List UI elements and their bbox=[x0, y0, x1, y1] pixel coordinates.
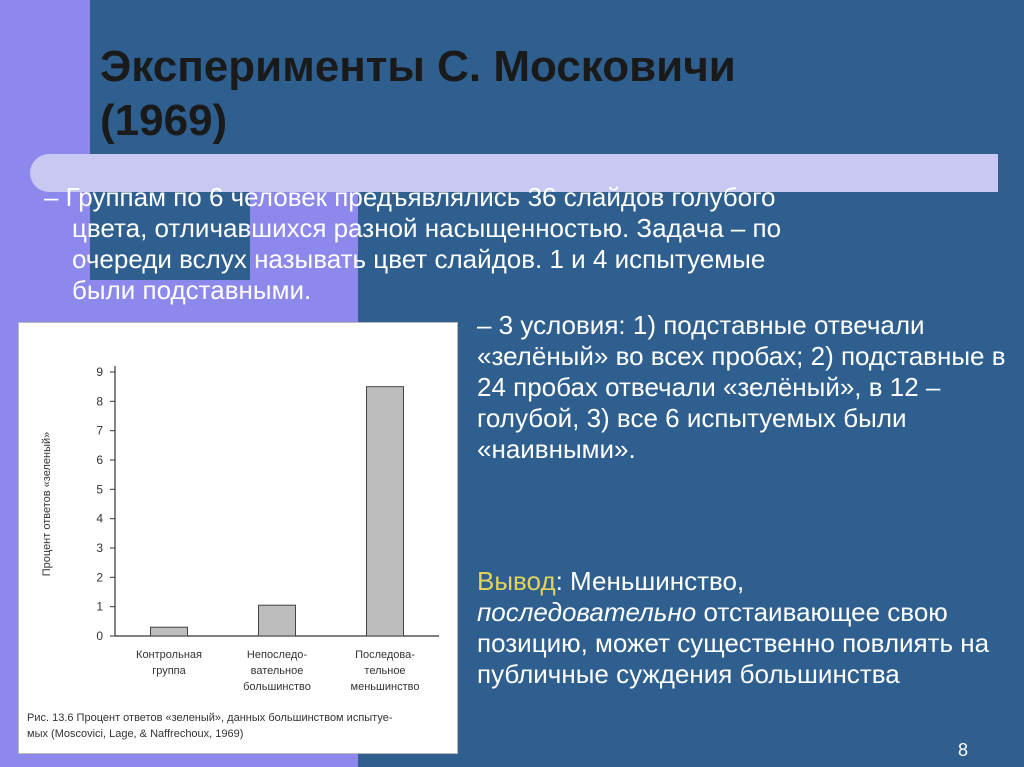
y-tick-label: 5 bbox=[96, 482, 103, 497]
y-axis-label: Процент ответов «зеленый» bbox=[41, 431, 53, 577]
y-tick-label: 6 bbox=[96, 453, 103, 467]
bullet1-line-4: были подставными. bbox=[72, 275, 312, 305]
figure-chart bbox=[18, 322, 458, 754]
x-category-label: Контрольная bbox=[136, 649, 202, 661]
bullet1-line-3: очереди вслух называть цвет слайдов. 1 и 4 испытуемые bbox=[72, 244, 766, 274]
bar bbox=[367, 387, 404, 636]
y-tick-label: 7 bbox=[96, 423, 103, 438]
figure-caption-line-1: Рис. 13.6 Процент ответов «зеленый», данных большинством испытуе- bbox=[27, 712, 393, 724]
bullet1-line-1: – Группам по 6 человек предъявлялись 36 слайдов голубого bbox=[44, 182, 776, 212]
title-line-1: Эксперименты С. Московичи bbox=[100, 42, 736, 91]
y-tick-label: 3 bbox=[96, 541, 103, 555]
x-category-label: меньшинство bbox=[350, 681, 420, 693]
bullet-conditions: – 3 условия: 1) подставные отвечали «зелёный» во всех пробах; 2) подставные в 24 пробах отвечали «зелёный», в 12 – голубой, 3) все 6 испытуемых были «наивными». bbox=[477, 310, 1006, 464]
conclusion-italic: последовательно bbox=[477, 597, 697, 627]
conclusion-colon: : Меньшинство, bbox=[555, 566, 745, 596]
x-category-label: Непоследо- bbox=[246, 649, 308, 661]
conclusion-label: Вывод bbox=[477, 566, 556, 596]
y-tick-label: 0 bbox=[96, 629, 103, 643]
title-line-2: (1969) bbox=[100, 96, 228, 145]
x-category-label: группа bbox=[152, 665, 186, 677]
x-category-label: вательное bbox=[250, 665, 304, 677]
y-tick-label: 1 bbox=[96, 599, 103, 614]
x-category-label: Последова- bbox=[355, 649, 415, 661]
bullet-procedure bbox=[44, 182, 994, 306]
bar-chart bbox=[19, 323, 457, 753]
y-tick-label: 9 bbox=[96, 365, 103, 379]
y-tick-label: 8 bbox=[96, 394, 103, 409]
page-number: 8 bbox=[957, 740, 968, 760]
conclusion bbox=[477, 566, 1017, 690]
slide-title bbox=[100, 40, 980, 148]
x-category-label: большинство bbox=[243, 681, 311, 693]
conclusion-rest: отстаивающее свою позицию, может существенно повлиять на публичные суждения большинства bbox=[477, 597, 990, 689]
y-tick-label: 4 bbox=[96, 511, 103, 526]
y-tick-label: 2 bbox=[96, 570, 103, 585]
bar bbox=[259, 605, 296, 636]
bar bbox=[151, 627, 188, 636]
x-category-label: тельное bbox=[364, 665, 406, 677]
bullet1-line-2: цвета, отличавшихся разной насыщенностью. Задача – по bbox=[72, 213, 782, 243]
figure-caption-line-2: мых (Moscovici, Lage, & Naffrechoux, 1969) bbox=[27, 728, 244, 740]
